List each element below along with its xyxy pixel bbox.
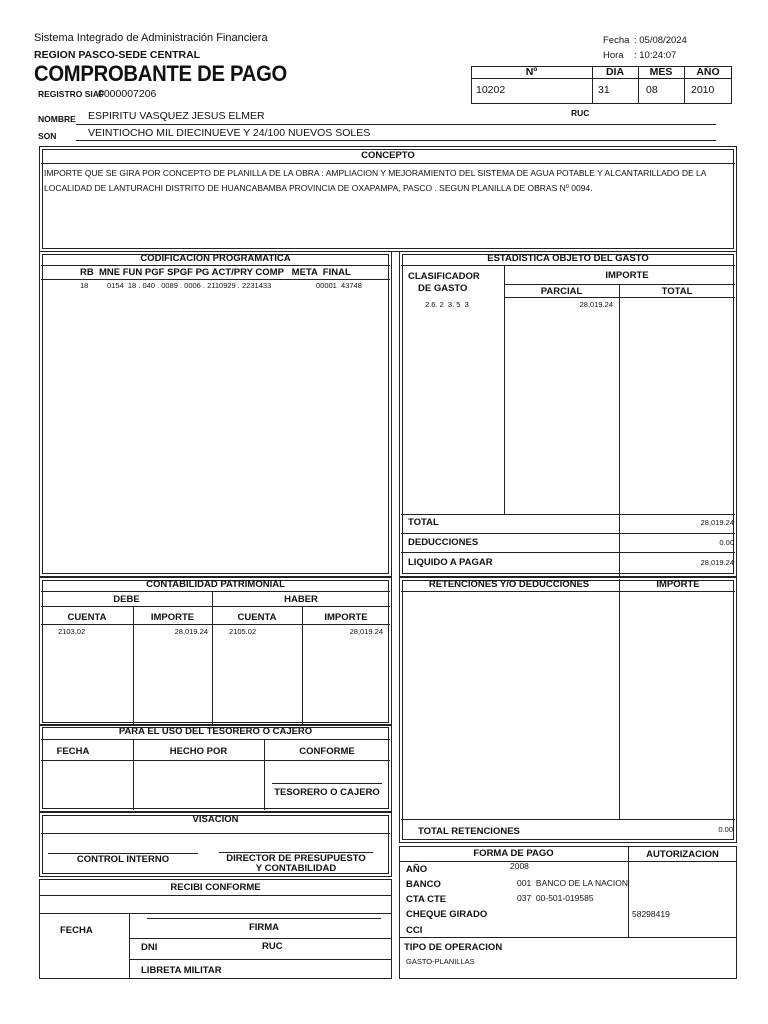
cta-cte-value: 037 00-501-019585 bbox=[517, 893, 594, 903]
debe-cuenta-value: 2103.02 bbox=[58, 627, 86, 636]
libreta-militar-label: LIBRETA MILITAR bbox=[141, 965, 222, 976]
liquido-value: 28,019.24 bbox=[700, 558, 734, 567]
banco-label: BANCO bbox=[406, 879, 441, 890]
contabilidad-title: CONTABILIDAD PATRIMONIAL bbox=[146, 579, 285, 590]
page-title: COMPROBANTE DE PAGO bbox=[34, 61, 288, 86]
registro-value: 0000007206 bbox=[98, 88, 157, 100]
debe-importe-value: 28,019.24 bbox=[174, 627, 208, 636]
haber-cuenta-value: 2105.02 bbox=[229, 627, 257, 636]
forma-pago-title: FORMA DE PAGO bbox=[473, 848, 554, 859]
deducciones-label: DEDUCCIONES bbox=[408, 537, 479, 548]
director-label-2: Y CONTABILIDAD bbox=[255, 863, 337, 874]
tipo-operacion-label: TIPO DE OPERACION bbox=[404, 942, 503, 953]
concepto-line-2: LOCALIDAD DE LANTURACHI DISTRITO DE HUANCABAMBA PROVINCIA DE OXAPAMPA, PASCO . SEGUN PLANILLA DE OBRAS Nº 0094. bbox=[44, 183, 593, 193]
recibi-title: RECIBI CONFORME bbox=[170, 882, 261, 893]
numero-header: Nº bbox=[525, 66, 538, 78]
estadistica-title: ESTADISTICA OBJETO DEL GASTO bbox=[487, 253, 649, 264]
total-value: 28,019.24 bbox=[700, 518, 734, 527]
tesorero-fecha-header: FECHA bbox=[56, 746, 90, 757]
dia-header: DIA bbox=[605, 66, 625, 78]
firma-label: FIRMA bbox=[248, 922, 280, 933]
deducciones-value: 0.00 bbox=[719, 538, 734, 547]
liquido-label: LIQUIDO A PAGAR bbox=[408, 557, 493, 568]
autorizacion-header: AUTORIZACION bbox=[646, 849, 719, 860]
son-label: SON bbox=[38, 131, 57, 141]
concepto-line-1: IMPORTE QUE SE GIRA POR CONCEPTO DE PLANILLA DE LA OBRA : AMPLIACION Y MEJORAMIENTO DEL SISTEMA DE AGUA POTABLE Y ALCANTARILLADO DE LA bbox=[44, 168, 707, 178]
hecho-por-header: HECHO POR bbox=[169, 746, 228, 757]
codificacion-section bbox=[39, 251, 392, 577]
retenciones-title: RETENCIONES Y/O DEDUCCIONES bbox=[428, 579, 590, 590]
codificacion-codes: 0154 18 . 040 . 0089 . 0006 . 2110929 . 2231433 bbox=[107, 281, 272, 290]
mes-header: MES bbox=[649, 66, 673, 78]
debe-importe-header: IMPORTE bbox=[150, 612, 195, 623]
haber-header: HABER bbox=[284, 594, 318, 605]
total-retenciones-label: TOTAL RETENCIONES bbox=[418, 826, 520, 837]
cci-label: CCI bbox=[406, 925, 423, 936]
dia-value: 31 bbox=[598, 84, 610, 96]
visacion-title: VISACION bbox=[192, 814, 239, 825]
hora-value: : 10:24:07 bbox=[634, 50, 677, 61]
tesorero-section bbox=[39, 724, 392, 812]
codificacion-rb: 18 bbox=[80, 281, 89, 290]
pago-anio-label: AÑO bbox=[406, 864, 428, 875]
importe-header: IMPORTE bbox=[605, 270, 649, 281]
fecha-value: : 05/08/2024 bbox=[634, 35, 687, 46]
anio-header: AÑO bbox=[696, 66, 720, 78]
anio-value: 2010 bbox=[691, 84, 715, 96]
clasificador-header: CLASIFICADOR bbox=[408, 271, 480, 282]
tipo-operacion-value: GASTO-PLANILLAS bbox=[406, 957, 475, 966]
codificacion-title: CODIFICACION PROGRAMATICA bbox=[140, 253, 291, 264]
pago-anio-value: 2008 bbox=[510, 861, 529, 871]
haber-importe-value: 28,019.24 bbox=[349, 627, 383, 636]
cheque-value: 58298419 bbox=[632, 909, 670, 919]
recibi-ruc-label: RUC bbox=[262, 941, 283, 952]
tesorero-signature-label: TESORERO O CAJERO bbox=[274, 787, 380, 798]
parcial-header: PARCIAL bbox=[540, 286, 583, 297]
nombre-value: ESPIRITU VASQUEZ JESUS ELMER bbox=[88, 110, 265, 122]
ruc-label: RUC bbox=[571, 108, 590, 118]
retenciones-section bbox=[399, 577, 737, 843]
banco-value: 001 BANCO DE LA NACION bbox=[517, 878, 629, 888]
region-name: REGION PASCO-SEDE CENTRAL bbox=[34, 49, 201, 61]
codificacion-meta: 00001 43748 bbox=[316, 281, 362, 290]
fecha-label: Fecha bbox=[603, 35, 630, 46]
total-header: TOTAL bbox=[661, 286, 693, 297]
control-interno-label: CONTROL INTERNO bbox=[76, 854, 170, 865]
retenciones-importe-header: IMPORTE bbox=[656, 579, 700, 590]
codificacion-columns: RB MNE FUN PGF SPGF PG ACT/PRY COMP META FINAL bbox=[80, 267, 351, 278]
haber-importe-header: IMPORTE bbox=[324, 612, 368, 623]
hora-label: Hora bbox=[603, 50, 624, 61]
nombre-label: NOMBRE bbox=[38, 114, 76, 124]
parcial-value: 28,019.24 bbox=[579, 300, 613, 309]
clasificador-value: 2.6. 2 3. 5 3 bbox=[425, 300, 469, 309]
total-retenciones-value: 0.00 bbox=[718, 825, 733, 834]
de-gasto-header: DE GASTO bbox=[418, 283, 468, 294]
son-value: VEINTIOCHO MIL DIECINUEVE Y 24/100 NUEVOS SOLES bbox=[88, 127, 371, 139]
concepto-title: CONCEPTO bbox=[361, 150, 415, 161]
dni-label: DNI bbox=[141, 942, 158, 953]
debe-cuenta-header: CUENTA bbox=[67, 612, 107, 623]
cta-cte-label: CTA CTE bbox=[406, 894, 447, 905]
director-label-1: DIRECTOR DE PRESUPUESTO bbox=[226, 853, 366, 864]
numero-value: 10202 bbox=[476, 84, 506, 96]
registro-label: REGISTRO SIAF bbox=[38, 89, 105, 99]
total-label: TOTAL bbox=[408, 517, 439, 528]
cheque-label: CHEQUE GIRADO bbox=[406, 909, 488, 920]
tesorero-title: PARA EL USO DEL TESORERO O CAJERO bbox=[118, 726, 313, 737]
recibi-fecha-label: FECHA bbox=[60, 925, 93, 936]
haber-cuenta-header: CUENTA bbox=[237, 612, 277, 623]
debe-header: DEBE bbox=[113, 594, 140, 605]
system-name: Sistema Integrado de Administración Financiera bbox=[34, 32, 268, 44]
concepto-section bbox=[39, 146, 737, 252]
conforme-header: CONFORME bbox=[299, 746, 355, 757]
mes-value: 08 bbox=[646, 84, 658, 96]
